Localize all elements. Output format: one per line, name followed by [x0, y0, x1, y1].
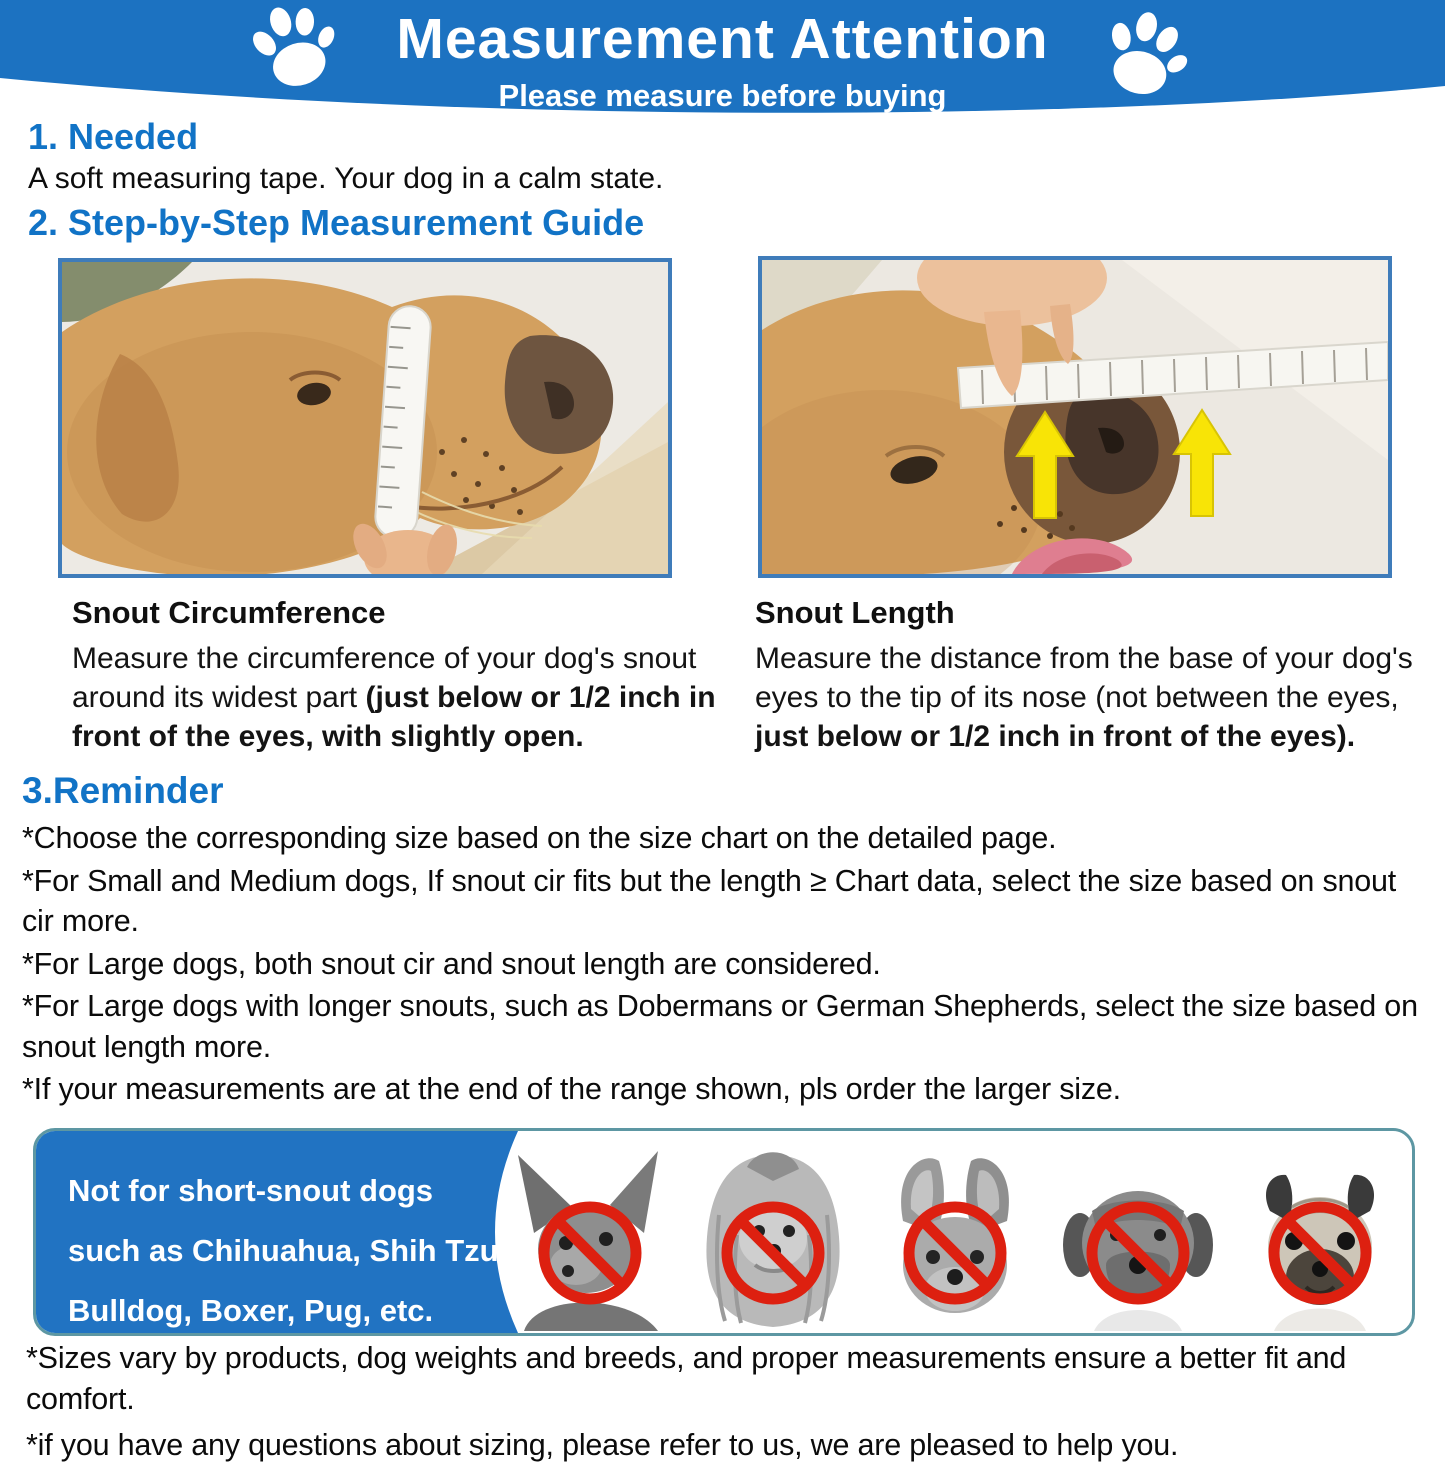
length-caption [755, 595, 1420, 756]
warning-line: Not for short-snout dogs [68, 1173, 434, 1208]
warning-text [68, 1161, 507, 1336]
section-needed-heading: 1. Needed [28, 116, 199, 157]
no-pug-image [1234, 1145, 1406, 1331]
text-segment: ). [1336, 720, 1356, 753]
text-segment: just below or 1/2 inch in front of the eyes [755, 720, 1337, 753]
length-title: Snout Length [755, 595, 955, 630]
section-guide-heading: 2. Step-by-Step Measurement Guide [28, 202, 645, 243]
not-for-short-snout-box [33, 1128, 1415, 1336]
reminder-item: *For Small and Medium dogs, If snout cir fits but the length ≥ Chart data, select the size based on snout cir more. [22, 863, 1397, 938]
length-description [755, 639, 1420, 756]
text-segment: Measure the circumference of your dog's snout around its widest part [72, 642, 697, 714]
prohibition-icon [719, 1199, 827, 1307]
prohibition-icon [901, 1199, 1009, 1307]
snout-length-photo [758, 256, 1392, 578]
snout-circumference-photo [58, 258, 672, 578]
footer-note: *if you have any questions about sizing, please refer to us, we are pleased to help you. [26, 1428, 1179, 1462]
header-banner [0, 0, 1445, 132]
warning-line: such as Chihuahua, Shih Tzu, [68, 1233, 508, 1268]
reminder-item: *Choose the corresponding size based on the size chart on the detailed page. [22, 821, 1057, 855]
text-segment: Measure the distance from the base of your dog's eyes to the tip of its nose (not between the eyes, [755, 642, 1413, 714]
circumference-description [72, 639, 722, 756]
prohibited-dogs-row [504, 1139, 1406, 1331]
reminder-item: *For Large dogs, both snout cir and snout length are considered. [22, 946, 881, 981]
prohibition-icon [536, 1199, 644, 1307]
dog-length-illustration [762, 260, 1388, 574]
page-subtitle: Please measure before buying [498, 78, 947, 113]
no-french-bulldog-image [869, 1145, 1041, 1331]
no-mastiff-image [1052, 1145, 1224, 1331]
prohibition-icon [1084, 1199, 1192, 1307]
no-shih-tzu-image [687, 1145, 859, 1331]
circumference-caption [72, 595, 722, 756]
section-reminder-heading: 3.Reminder [22, 770, 224, 811]
prohibition-icon [1266, 1199, 1374, 1307]
warning-line: Bulldog, Boxer, Pug, etc. [68, 1293, 434, 1328]
circumference-title: Snout Circumference [72, 595, 386, 630]
section-needed-body: A soft measuring tape. Your dog in a calm state. [28, 162, 664, 195]
reminder-list [22, 818, 1430, 1112]
no-chihuahua-image [504, 1145, 676, 1331]
footer-notes [26, 1338, 1426, 1471]
page-title: Measurement Attention [396, 7, 1049, 71]
text-segment: (just below or 1/2 inch in front of the eyes, with slightly open [72, 681, 716, 753]
dog-circumference-illustration [62, 262, 668, 574]
reminder-item: *For Large dogs with longer snouts, such as Dobermans or German Shepherds, select the size based on snout length more. [22, 989, 1418, 1064]
reminder-item: *If your measurements are at the end of the range shown, pls order the larger size. [22, 1072, 1121, 1106]
text-segment: . [575, 720, 584, 753]
footer-note: *Sizes vary by products, dog weights and breeds, and proper measurements ensure a better fit and comfort. [26, 1341, 1347, 1416]
